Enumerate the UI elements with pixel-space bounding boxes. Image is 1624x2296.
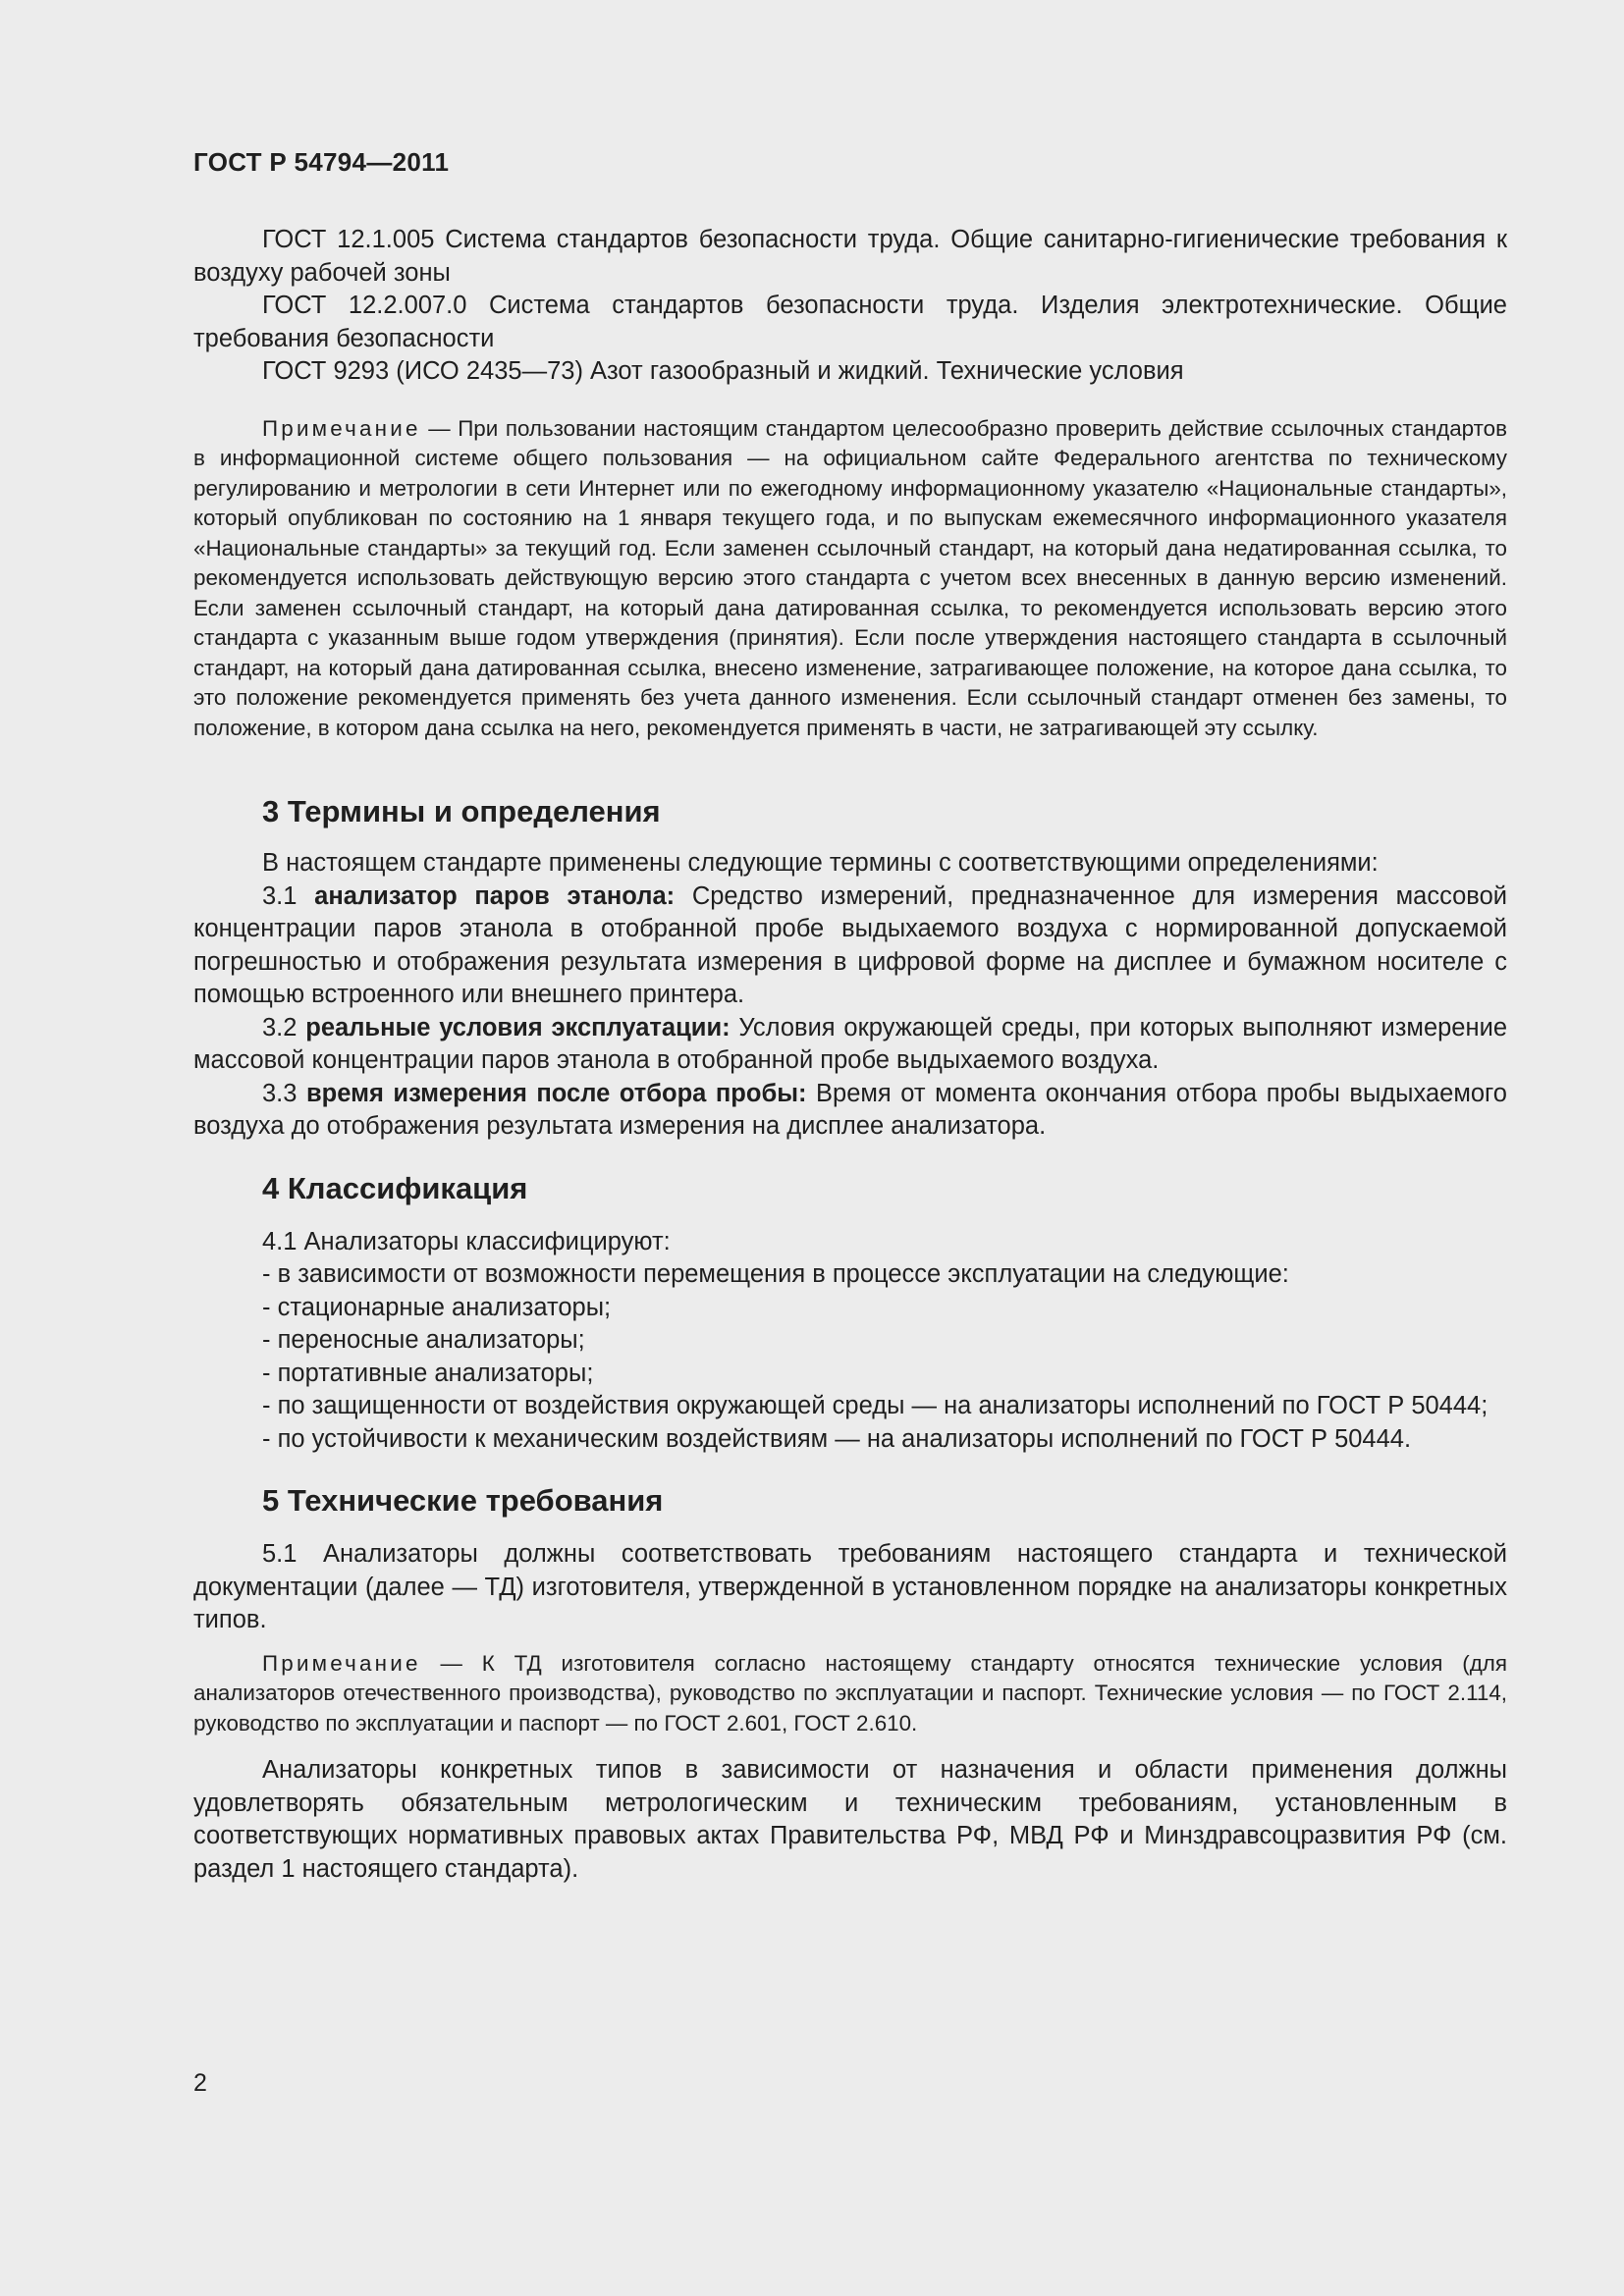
requirement-paragraph: Анализаторы конкретных типов в зависимости от назначения и области применения должны удовлетворять обязательным метрологическим и техническим требованиям, установленным в соответствующих нормативных правовых актах Правительства РФ, МВД РФ и Минздравсоцразвития РФ (см. раздел 1 настоящего стандарта). (193, 1756, 1507, 1883)
list-item: - по защищенности от воздействия окружающей среды — на анализаторы исполнений по ГОСТ Р 50444; (262, 1392, 1489, 1419)
term-text: Время от момента окончания отбора пробы выдыхаемого воздуха до отображения результата измерения на дисплее анализатора. (193, 1079, 1507, 1140)
term-definition: 3.3 время измерения после отбора пробы: Время от момента окончания отбора пробы выдыхаемого воздуха до отображения результата измерения на дисплее анализатора. (193, 1079, 1507, 1140)
term-name: реальные условия эксплуатации: (305, 1013, 731, 1041)
reference-item: ГОСТ 9293 (ИСО 2435—73) Азот газообразный и жидкий. Технические условия (262, 357, 1184, 385)
page-number: 2 (193, 2069, 207, 2097)
section-3-body (193, 847, 1507, 1144)
section-5-body (193, 1538, 1507, 1886)
term-definition: 3.1 анализатор паров этанола: Средство измерений, предназначенное для измерения массовой концентрации паров этанола в отобранной пробе выдыхаемого воздуха с нормированной допускаемой погрешностью и отображения результата измерения в цифровой форме на дисплее и бумажном носителе с помощью встроенного или внешнего принтера. (193, 881, 1507, 1008)
note-label: Примечание (262, 415, 421, 441)
requirements-note (193, 1649, 1507, 1739)
list-item: - портативные анализаторы; (262, 1359, 594, 1387)
list-item: 4.1 Анализаторы классифицируют: (262, 1227, 671, 1255)
classification-list (193, 1226, 1507, 1457)
note-text: — К ТД изготовителя согласно настоящему стандарту относятся технические условия (для анализаторов отечественного производства), руководство по эксплуатации и паспорт. Технические условия — по ГОСТ 2.114, руководство по эксплуатации и паспорт — по ГОСТ 2.601, ГОСТ 2.610. (193, 1650, 1507, 1735)
term-text: Условия окружающей среды, при которых выполняют измерение массовой концентрации паров этанола в отобранной пробе выдыхаемого воздуха. (193, 1013, 1508, 1074)
note-text: — При пользовании настоящим стандартом целесообразно проверить действие ссылочных стандартов в информационной системе общего пользования — на официальном сайте Федерального агентства по техническому регулированию и метрологии в сети Интернет или по ежегодному информационному указателю «Национальные стандарты», который опубликован по состоянию на 1 января текущего года, и по выпускам ежемесячного информационного указателя «Национальные стандарты» за текущий год. Если заменен ссылочный стандарт, на который дана недатированная ссылка, то рекомендуется использовать действующую версию этого стандарта с учетом всех внесенных в данную версию изменений. Если заменен ссылочный стандарт, на который дана датированная ссылка, то рекомендуется использовать версию этого стандарта с указанным выше годом утверждения (принятия). Если после утверждения настоящего стандарта в ссылочный стандарт, на который дана датированная ссылка, внесено изменение, затрагивающее положение, на которое дана ссылка, то это положение рекомендуется применять без учета данного изменения. Если ссылочный стандарт отменен без замены, то положение, в котором дана ссылка на него, рекомендуется применять в части, не затрагивающей эту ссылку. (193, 415, 1507, 740)
normative-references (193, 224, 1507, 389)
list-item: - в зависимости от возможности перемещения в процессе эксплуатации на следующие: (262, 1260, 1289, 1288)
reference-item: ГОСТ 12.2.007.0 Система стандартов безопасности труда. Изделия электротехнические. Общие требования безопасности (193, 292, 1507, 352)
note-label: Примечание (262, 1650, 421, 1676)
list-item: - по устойчивости к механическим воздействиям — на анализаторы исполнений по ГОСТ Р 50444. (262, 1424, 1412, 1453)
list-item: - переносные анализаторы; (262, 1326, 585, 1354)
section-5-title: 5 Технические требования (262, 1483, 664, 1518)
term-text: Средство измерений, предназначенное для измерения массовой концентрации паров этанола в отобранной пробе выдыхаемого воздуха с нормированной допускаемой погрешностью и отображения результата измерения в цифровой форме на дисплее и бумажном носителе с помощью встроенного или внешнего принтера. (193, 881, 1507, 1008)
section-3-title: 3 Термины и определения (262, 794, 661, 828)
term-name: анализатор паров этанола: (314, 881, 676, 910)
list-item: - стационарные анализаторы; (262, 1293, 612, 1321)
term-name: время измерения после отбора пробы: (306, 1079, 807, 1107)
page-content (193, 224, 1507, 1886)
requirement-paragraph: 5.1 Анализаторы должны соответствовать требованиям настоящего стандарта и технической документации (далее — ТД) изготовителя, утвержденной в установленном порядке на анализаторы конкретных типов. (193, 1540, 1507, 1633)
term-definition: 3.2 реальные условия эксплуатации: Условия окружающей среды, при которых выполняют измерение массовой концентрации паров этанола в отобранной пробе выдыхаемого воздуха. (193, 1013, 1508, 1074)
section-4-title: 4 Классификация (262, 1170, 528, 1205)
references-note (193, 414, 1507, 744)
reference-item: ГОСТ 12.1.005 Система стандартов безопасности труда. Общие санитарно-гигиенические требования к воздуху рабочей зоны (193, 226, 1507, 287)
section-3-intro: В настоящем стандарте применены следующие термины с соответствующими определениями: (262, 849, 1379, 877)
document-code-header: ГОСТ Р 54794—2011 (193, 147, 450, 177)
